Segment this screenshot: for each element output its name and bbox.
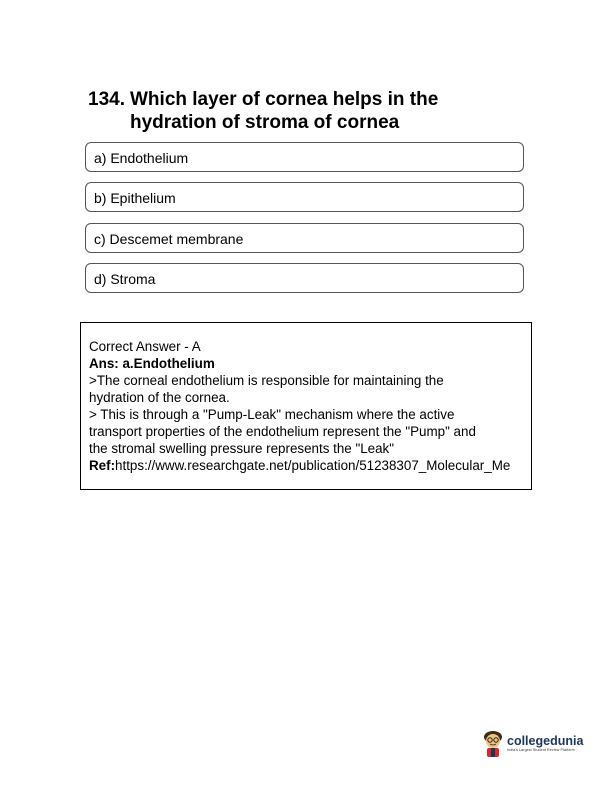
option-b[interactable]: b) Epithelium: [85, 182, 524, 212]
reference-url[interactable]: https://www.researchgate.net/publication/51238307_Molecular_Me: [115, 458, 511, 473]
mascot-icon: [482, 728, 504, 758]
answer-explanation-box: [80, 322, 532, 490]
correct-answer-text: Correct Answer - A: [89, 339, 201, 354]
brand-name: collegedunia: [507, 733, 584, 748]
question-text-line-2: hydration of stroma of cornea: [130, 112, 400, 133]
explanation-line-1: >The corneal endothelium is responsible for maintaining the: [89, 373, 444, 388]
option-c[interactable]: c) Descemet membrane: [85, 223, 524, 253]
answer-label: Ans: a.Endothelium: [89, 356, 215, 371]
explanation-line-2: hydration of the cornea.: [89, 390, 230, 405]
brand-tagline: India's Largest Student Review Platform: [507, 747, 575, 752]
explanation-line-3: > This is through a "Pump-Leak" mechanism where the active: [89, 407, 455, 422]
reference-line: [89, 457, 523, 474]
reference-label: Ref:: [89, 458, 116, 473]
question-number: 134.: [88, 89, 125, 110]
option-a[interactable]: a) Endothelium: [85, 142, 524, 172]
question-text-line-1: Which layer of cornea helps in the: [130, 89, 439, 110]
explanation-line-5: the stromal swelling pressure represents the "Leak": [89, 441, 394, 456]
option-d[interactable]: d) Stroma: [85, 263, 524, 293]
explanation-line-4: transport properties of the endothelium represent the "Pump" and: [89, 424, 476, 439]
collegedunia-logo: [482, 728, 583, 758]
question-heading: [88, 88, 528, 134]
